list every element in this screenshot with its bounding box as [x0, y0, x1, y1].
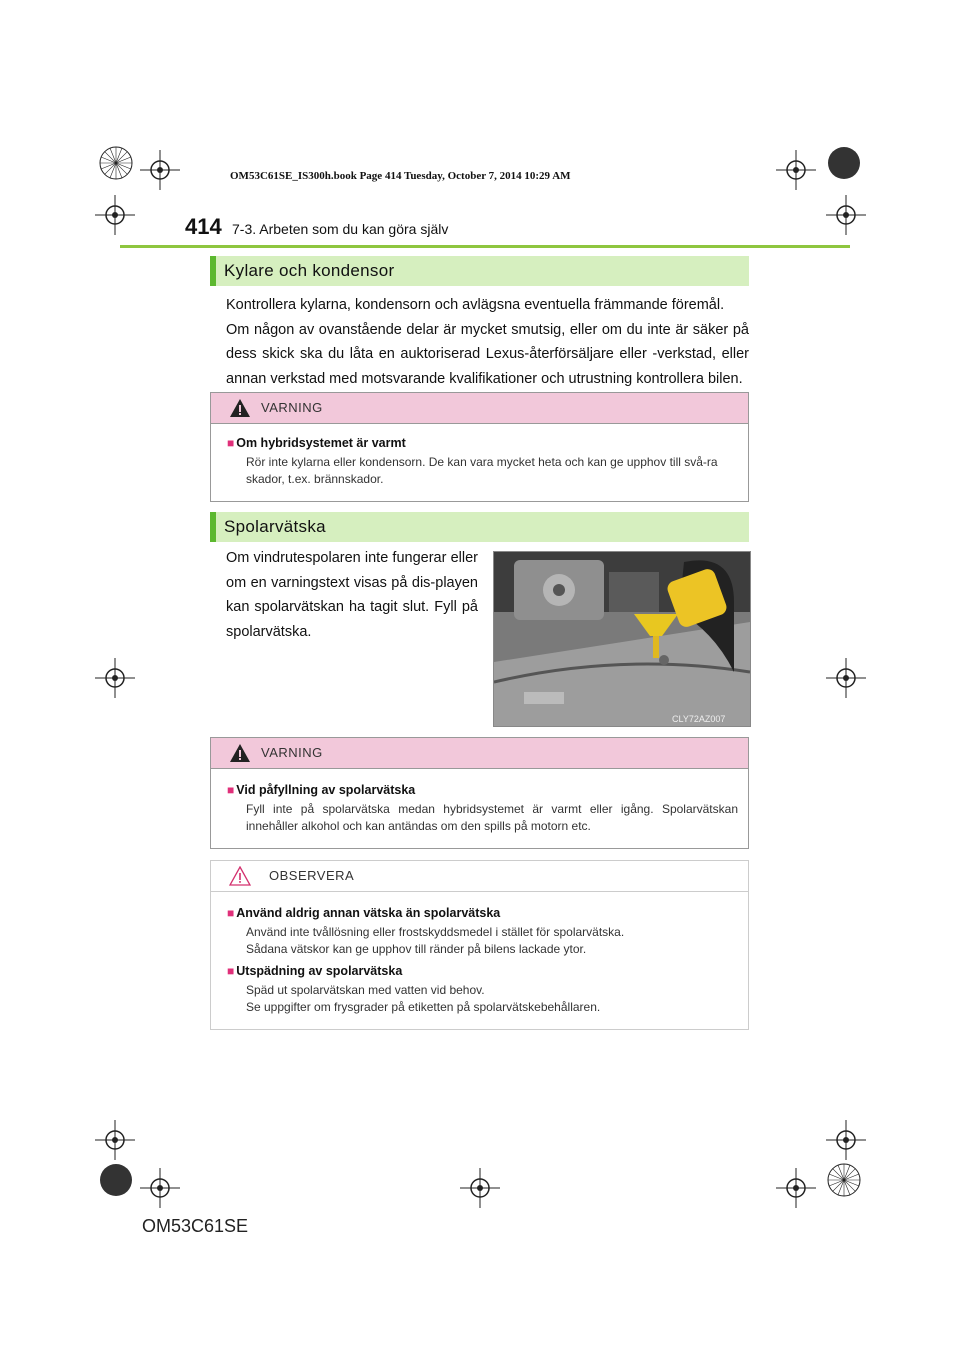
warning-header — [211, 393, 748, 424]
warning-item-body: Rör inte kylarna eller kondensorn. De kan vara mycket heta och kan ge upphov till svå-ra skador, t.ex. brännskador. — [246, 455, 718, 486]
notice-item-body: Späd ut spolarvätskan med vatten vid behov. Se uppgifter om frysgrader på etiketten på spolarvätskebehållaren. — [246, 983, 601, 1014]
crosshair-mark-icon — [826, 1120, 866, 1160]
notice-item-body: Använd inte tvållösning eller frostskyddsmedel i stället för spolarvätska. Sådana vätskor kan ge upphov till ränder på bilens lackade ytor. — [246, 925, 625, 956]
registration-mark-icon — [826, 1162, 862, 1198]
chapter-title: 7-3. Arbeten som du kan göra själv — [232, 221, 449, 237]
header-rule — [120, 245, 850, 248]
section-heading-kylare — [210, 256, 749, 286]
warning-box — [210, 737, 749, 849]
notice-item-title: ■ Utspädning av spolarvätska — [227, 964, 403, 978]
crosshair-mark-icon — [826, 195, 866, 235]
paragraph: Om någon av ovanstående delar är mycket smutsig, eller om du inte är säker på dess skick ska du låta en auktoriserad Lexus-återförsäljare eller -verkstad, eller annan verkstad med motsvarande kvalifikationer och utrustning kontrollera bilen. — [226, 321, 749, 387]
warning-triangle-icon — [229, 398, 251, 418]
caution-triangle-icon — [229, 866, 251, 886]
warning-box — [210, 392, 749, 502]
crosshair-mark-icon — [95, 195, 135, 235]
section-body: Om vindrutespolaren inte fungerar eller om en varningstext visas på dis-playen kan spolarvätskan ha tagit slut. Fyll på spolarvätska. — [226, 550, 478, 640]
crosshair-mark-icon — [95, 1120, 135, 1160]
manual-code: OM53C61SE — [142, 1216, 249, 1236]
paragraph: Kontrollera kylarna, kondensorn och avlägsna eventuella främmande föremål. — [226, 297, 725, 313]
page-number: 414 — [185, 214, 222, 239]
crosshair-mark-icon — [776, 150, 816, 190]
image-code: CLY72AZ007 — [672, 714, 726, 724]
registration-mark-icon — [98, 1162, 134, 1198]
section-title: Kylare och kondensor — [224, 261, 395, 280]
warning-item-title: ■ Vid påfyllning av spolarvätska — [227, 783, 416, 797]
warning-header — [211, 738, 748, 769]
notice-label: OBSERVERA — [269, 868, 355, 883]
crosshair-mark-icon — [826, 658, 866, 698]
notice-box — [210, 860, 749, 1030]
crosshair-mark-icon — [140, 150, 180, 190]
warning-label: VARNING — [261, 745, 323, 760]
engine-bay-photo — [493, 551, 751, 727]
section-title: Spolarvätska — [224, 517, 326, 536]
warning-item-body: Fyll inte på spolarvätska medan hybridsystemet är varmt eller igång. Spolarvätskan innehåller alkohol och kan antändas om den spills på motorn etc. — [246, 802, 738, 833]
crosshair-mark-icon — [776, 1168, 816, 1208]
warning-label: VARNING — [261, 400, 323, 415]
warning-item-title: ■ Om hybridsystemet är varmt — [227, 436, 406, 450]
notice-item-title: ■ Använd aldrig annan vätska än spolarvätska — [227, 906, 501, 920]
notice-header — [211, 861, 748, 892]
section-heading-spolarvatska — [210, 512, 749, 542]
section-body — [226, 293, 749, 391]
engine-illustration-icon — [494, 552, 750, 726]
registration-mark-icon — [98, 145, 134, 181]
crosshair-mark-icon — [95, 658, 135, 698]
crosshair-mark-icon — [140, 1168, 180, 1208]
registration-mark-icon — [826, 145, 862, 181]
warning-triangle-icon — [229, 743, 251, 763]
crosshair-mark-icon — [460, 1168, 500, 1208]
book-info: OM53C61SE_IS300h.book Page 414 Tuesday, October 7, 2014 10:29 AM — [230, 170, 571, 182]
